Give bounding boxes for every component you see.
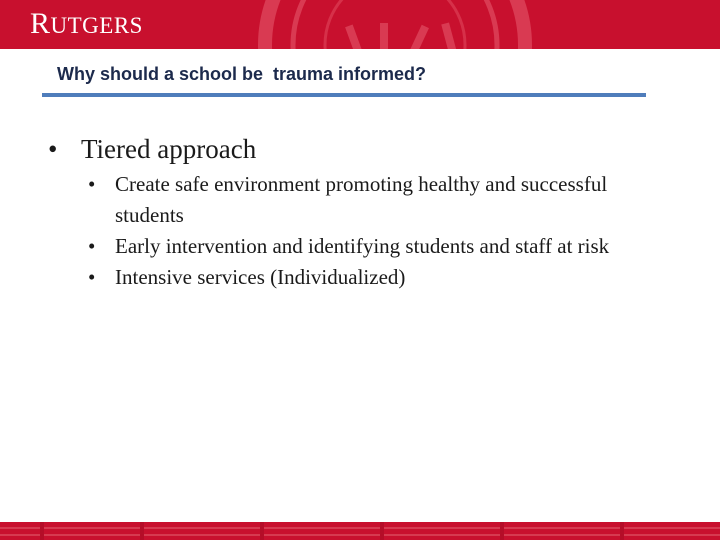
footer-pattern [0, 522, 720, 540]
slide-title: Why should a school be trauma informed? [57, 64, 427, 84]
bullet-marker: • [48, 134, 58, 164]
rutgers-logo: RUTGERS [30, 7, 143, 40]
bullet-marker: • [88, 172, 96, 196]
bullet-text: Tiered approach [81, 134, 257, 164]
bullet-marker: • [88, 265, 96, 289]
university-seal-watermark [255, 0, 535, 49]
sub-bullet-text: Early intervention and identifying students and staff at risk [115, 234, 610, 258]
footer-band [0, 522, 720, 540]
sub-bullet-intensive-services [88, 262, 655, 293]
sub-bullet-safe-environment [88, 169, 655, 231]
title-underline [42, 93, 646, 97]
sub-bullet-early-intervention [88, 231, 655, 262]
bullet-marker: • [88, 234, 96, 258]
sub-bullet-text: Intensive services (Individualized) [115, 265, 406, 289]
sub-bullet-list [88, 169, 688, 293]
header-banner [0, 0, 720, 49]
sub-bullet-text: Create safe environment promoting healthy and successful students [115, 172, 608, 227]
